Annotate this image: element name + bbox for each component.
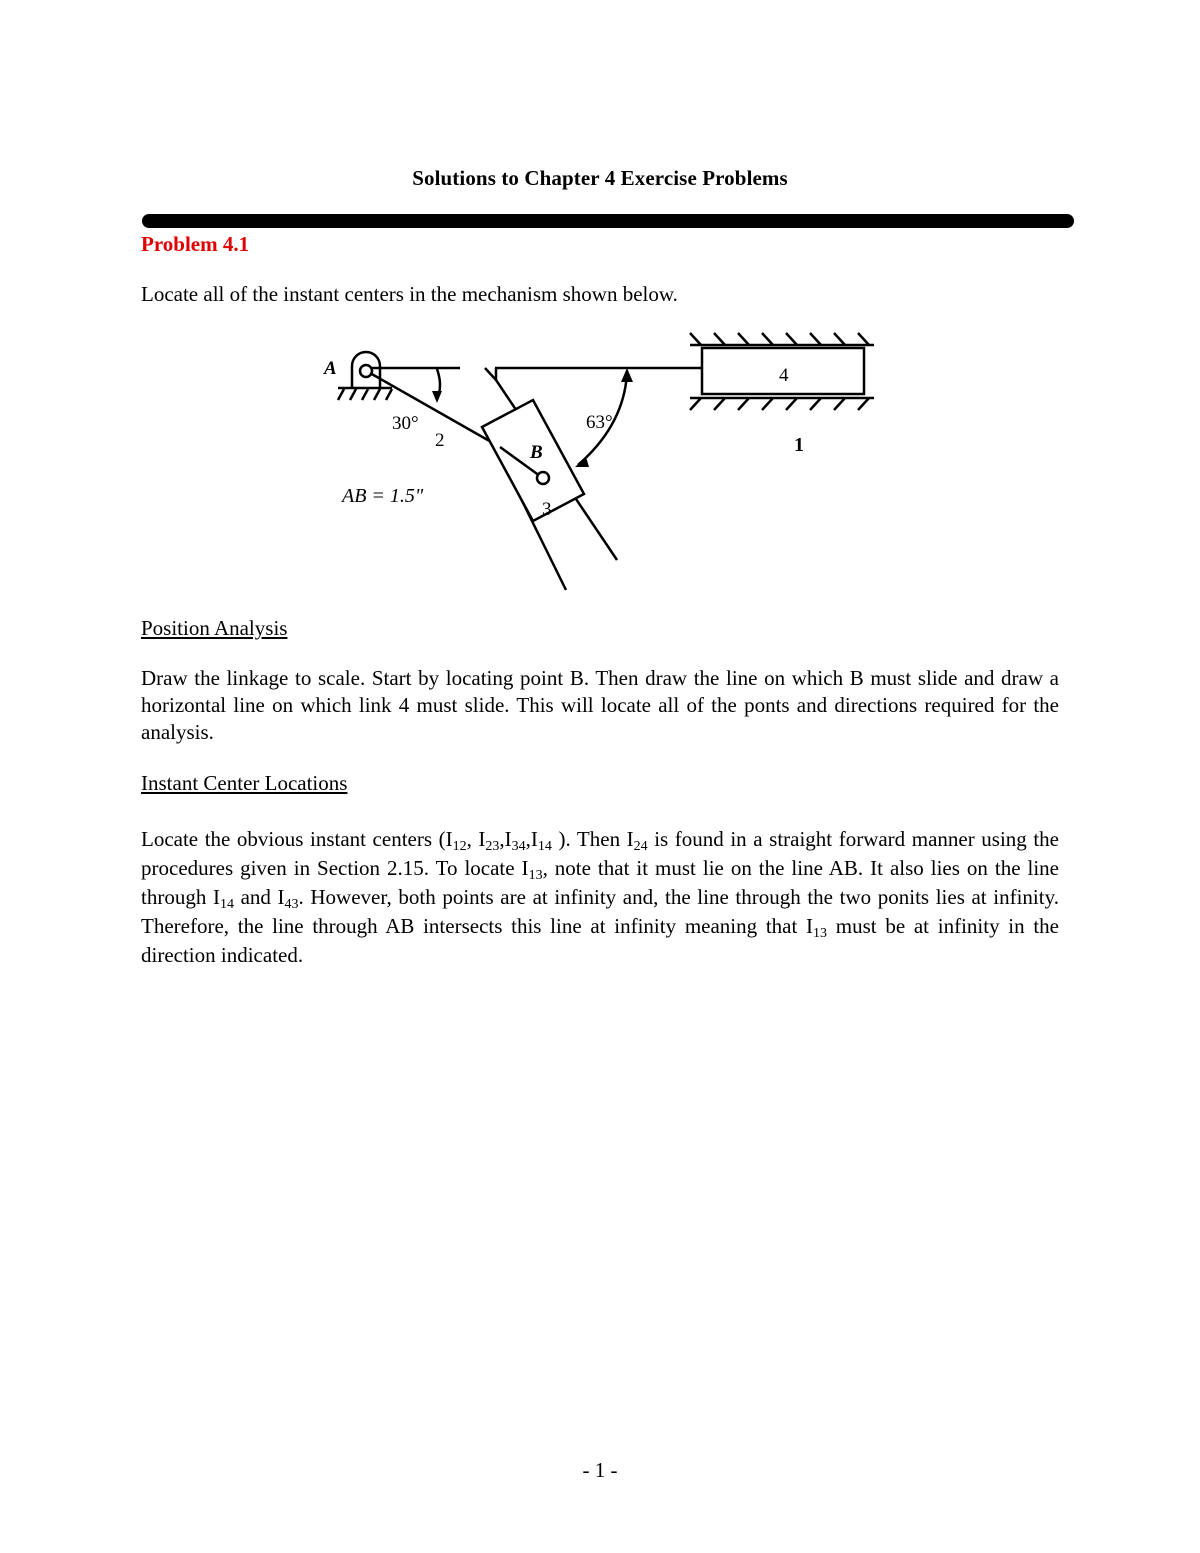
instant-centers-text: Locate the obvious instant centers ($I_{12}$, $I_{23},I_{34},I_{14}$ ). Then $I_{24}$ is found in a straight forward manner using the procedures given in Section 2.15. To locate $I_{13}$, note that it must lie on the line AB. It also lies on the line through $I_{14}$ and $I_{43}$. However, both points are at infinity and, the line through the two ponits lies at infinity. Therefore, the line through AB intersects this line at infinity meaning that $I_{13}$ must be at infinity in the direction indicated. (141, 827, 1060, 967)
label-b: B (530, 442, 543, 463)
divider-rule (142, 214, 1074, 228)
label-a: A (324, 358, 337, 379)
pin-a (360, 365, 372, 377)
link-label-3: 3 (542, 499, 552, 520)
page-number: - 1 - (582, 1458, 618, 1482)
pivot-bracket (352, 352, 380, 388)
pin-b (537, 472, 549, 484)
problem-heading: Problem 4.1 (141, 232, 250, 256)
link-label-2: 2 (435, 430, 445, 451)
link-label-4: 4 (779, 365, 789, 386)
link-label-1: 1 (794, 434, 804, 456)
problem-prompt: Locate all of the instant centers in the mechanism shown below. (141, 282, 678, 306)
page-title: Solutions to Chapter 4 Exercise Problems (412, 166, 788, 190)
instant-centers-heading: Instant Center Locations (141, 771, 348, 795)
angle-label-30: 30° (392, 413, 419, 434)
mechanism-figure (300, 318, 900, 598)
angle-label-63: 63° (586, 412, 613, 433)
position-analysis-heading: Position Analysis (141, 616, 288, 640)
ab-length-label: AB = 1.5" (342, 485, 424, 507)
position-analysis-text: Draw the linkage to scale. Start by locating point B. Then draw the line on which B must slide and draw a horizontal line on which link 4 must slide. This will locate all of the ponts and directions required for the analysis. (141, 666, 1059, 744)
